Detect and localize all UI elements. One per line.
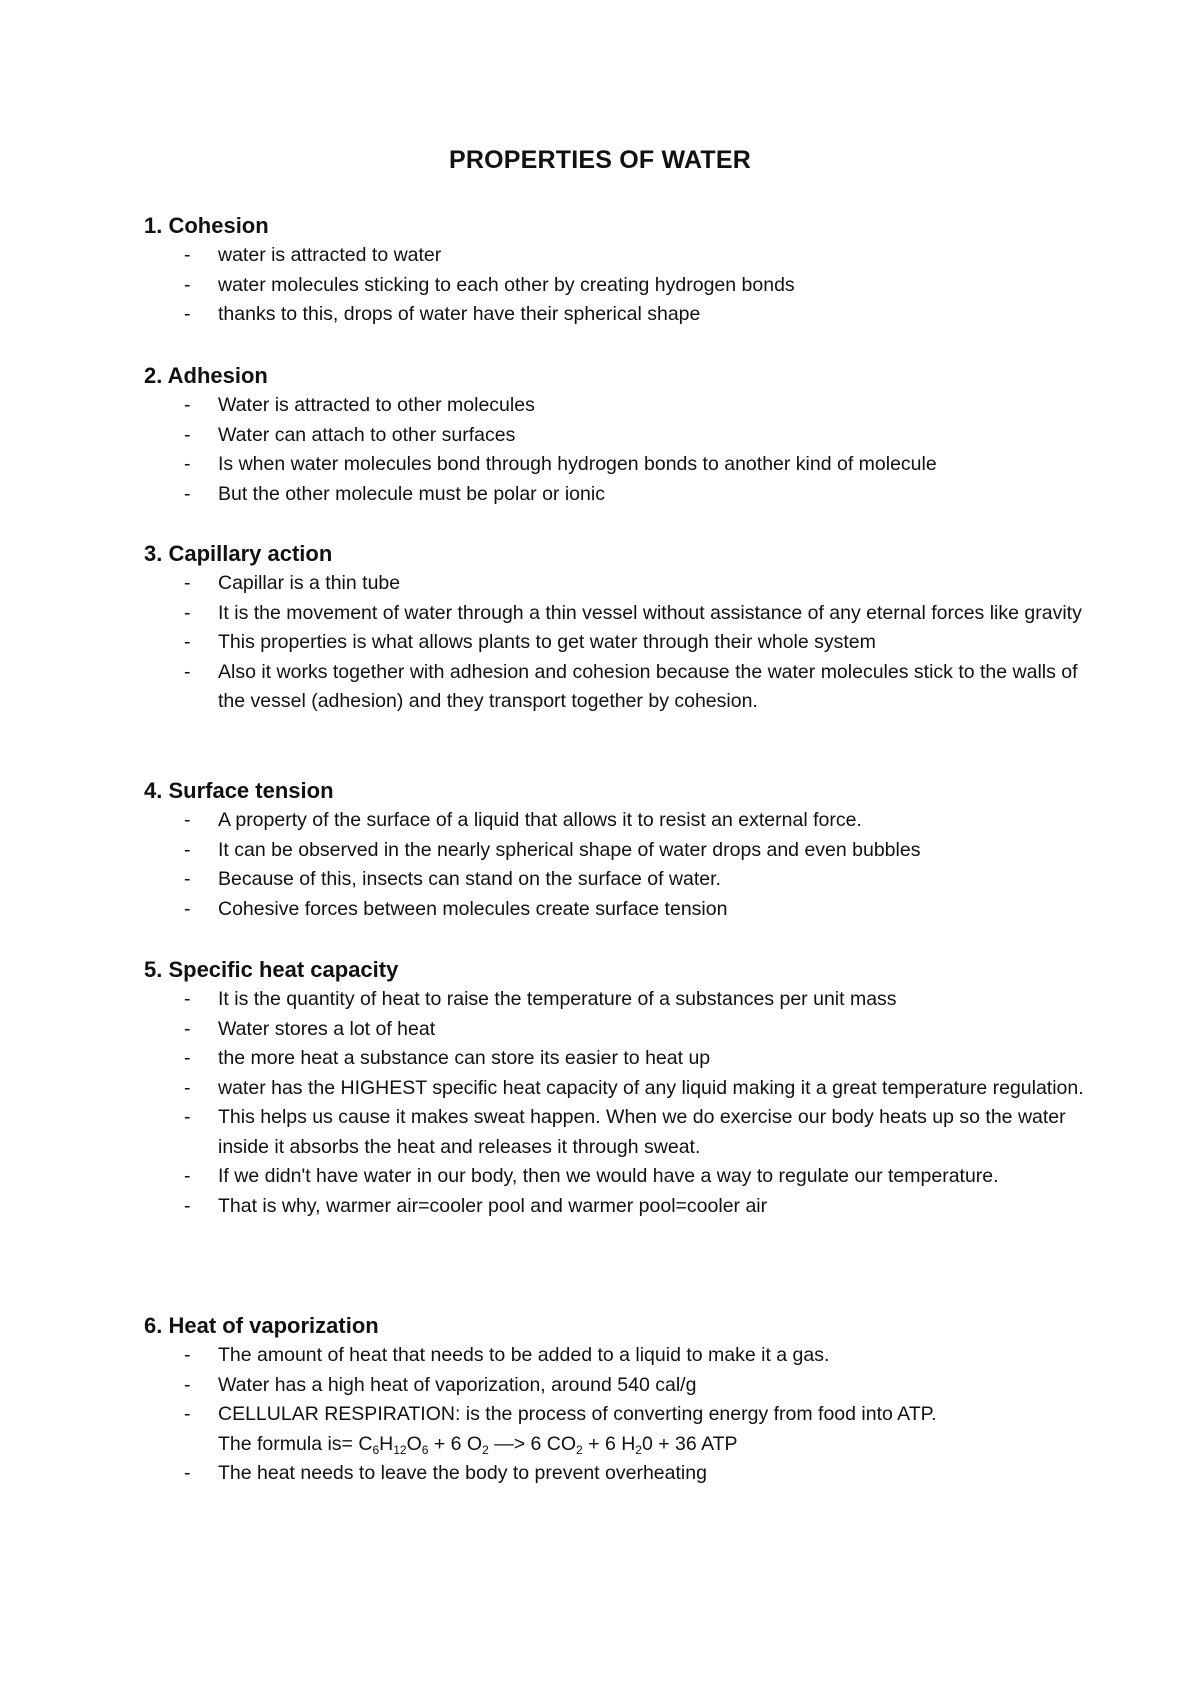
section-heading: 2. Adhesion (144, 363, 268, 388)
formula-part: —> 6 CO (488, 1432, 577, 1455)
list-item: - thanks to this, drops of water have their spherical shape (144, 300, 1084, 330)
list-item: - water molecules sticking to each other by creating hydrogen bonds (144, 271, 1084, 301)
section-heading: 1. Cohesion (144, 213, 269, 238)
section-surface-tension (144, 776, 1084, 924)
list-item: - Water has a high heat of vaporization, around 540 cal/g (144, 1371, 1084, 1401)
section-heading: 6. Heat of vaporization (144, 1313, 379, 1338)
list-item-text: CELLULAR RESPIRATION: is the process of converting energy from food into ATP. (218, 1403, 937, 1425)
list-item: - water has the HIGHEST specific heat capacity of any liquid making it a great temperature regulation. (144, 1074, 1084, 1104)
list-item: - Water is attracted to other molecules (144, 391, 1084, 421)
section-specific-heat-capacity (144, 955, 1084, 1221)
document-title: PROPERTIES OF WATER (449, 146, 751, 174)
formula-subscript: 6 (421, 1442, 429, 1457)
formula-subscript: 2 (482, 1442, 489, 1457)
formula-subscript: 6 (372, 1442, 380, 1457)
list-item: - It is the quantity of heat to raise the temperature of a substances per unit mass (144, 985, 1084, 1015)
list-item: - A property of the surface of a liquid that allows it to resist an external force. (144, 806, 1084, 836)
list-item: - It can be observed in the nearly spherical shape of water drops and even bubbles (144, 836, 1084, 866)
section-heading: 3. Capillary action (144, 541, 333, 566)
list-item: - Is when water molecules bond through hydrogen bonds to another kind of molecule (144, 450, 1084, 480)
section-heading: 4. Surface tension (144, 778, 334, 803)
list-item: - Also it works together with adhesion and cohesion because the water molecules stick to the walls of the vessel (adhesion) and they transport together by cohesion. (144, 658, 1084, 717)
list-item: - Cohesive forces between molecules create surface tension (144, 895, 1084, 925)
section-cohesion (144, 211, 1084, 330)
list-item: - water is attracted to water (144, 241, 1084, 271)
list-item (144, 1400, 1084, 1459)
formula-part: The formula is= C (218, 1432, 373, 1455)
formula-subscript: 12 (393, 1442, 407, 1457)
list-item: - It is the movement of water through a thin vessel without assistance of any eternal forces like gravity (144, 599, 1084, 629)
list-item: - This helps us cause it makes sweat happen. When we do exercise our body heats up so the water inside it absorbs the heat and releases it through sweat. (144, 1103, 1084, 1162)
list-item: - Because of this, insects can stand on the surface of water. (144, 865, 1084, 895)
section-capillary-action (144, 539, 1084, 717)
list-item: - Water stores a lot of heat (144, 1015, 1084, 1045)
section-heading: 5. Specific heat capacity (144, 957, 399, 982)
list-item: - Capillar is a thin tube (144, 569, 1084, 599)
list-item: - The amount of heat that needs to be added to a liquid to make it a gas. (144, 1341, 1084, 1371)
formula-subscript: 2 (576, 1442, 583, 1457)
respiration-formula (218, 1430, 1084, 1460)
list-item: - This properties is what allows plants to get water through their whole system (144, 628, 1084, 658)
list-item: - the more heat a substance can store its easier to heat up (144, 1044, 1084, 1074)
list-item: - But the other molecule must be polar or ionic (144, 480, 1084, 510)
list-item: - That is why, warmer air=cooler pool and warmer pool=cooler air (144, 1192, 1084, 1222)
formula-part: O (406, 1432, 422, 1455)
list-item: - If we didn't have water in our body, then we would have a way to regulate our temperature. (144, 1162, 1084, 1192)
formula-subscript: 2 (635, 1442, 642, 1457)
section-adhesion (144, 361, 1084, 509)
list-item: - Water can attach to other surfaces (144, 421, 1084, 451)
formula-part: 0 + 36 ATP (641, 1432, 738, 1455)
formula-part: + 6 H (582, 1432, 636, 1455)
formula-part: H (379, 1432, 394, 1455)
list-item: - The heat needs to leave the body to prevent overheating (144, 1459, 1084, 1489)
formula-part: + 6 O (428, 1432, 483, 1455)
section-heat-of-vaporization (144, 1311, 1084, 1489)
